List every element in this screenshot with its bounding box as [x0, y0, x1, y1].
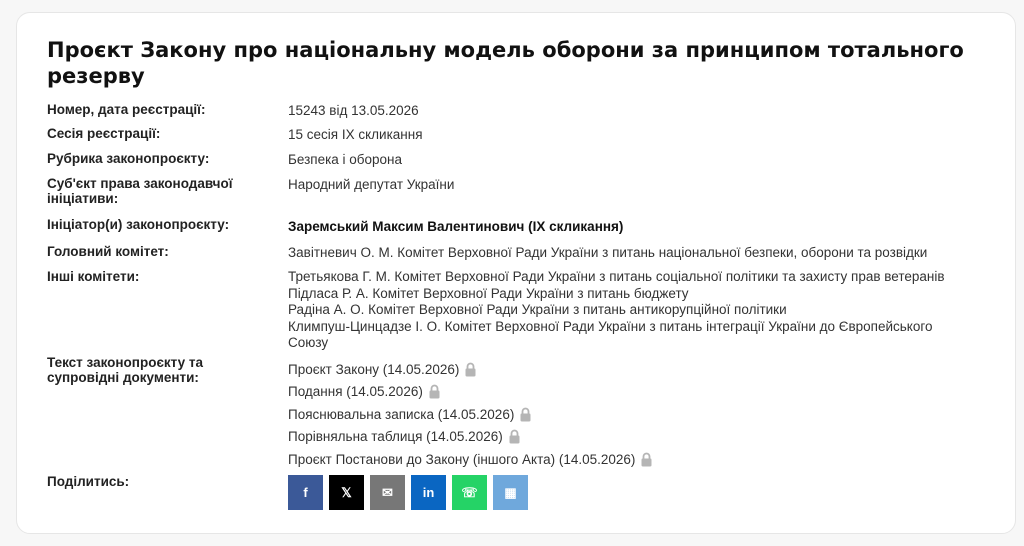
subject-value: Народний депутат України — [288, 177, 455, 192]
committee-line: Климпуш-Цинцадзе І. О. Комітет Верховної Ради України з питань інтеграції України до Європейського — [288, 318, 933, 334]
registration-value: 15243 від 13.05.2026 — [288, 103, 419, 118]
email-share-button[interactable] — [370, 475, 405, 510]
rubric-value: Безпека і оборона — [288, 152, 403, 167]
x-share-button[interactable] — [329, 475, 364, 510]
rubric-label: Рубрика законопроєкту: — [47, 151, 210, 166]
qr-code-icon: ▦ — [504, 485, 517, 500]
document-item[interactable] — [288, 448, 1003, 471]
x-icon: 𝕏 — [341, 485, 352, 500]
facebook-icon: f — [303, 485, 308, 500]
document-link[interactable]: Проєкт Постанови до Закону (іншого Акта) (14.05.2026) — [288, 451, 636, 467]
linkedin-share-button[interactable] — [411, 475, 446, 510]
initiator-label: Ініціатор(и) законопроєкту: — [47, 217, 230, 232]
document-item[interactable] — [288, 403, 1003, 426]
document-link[interactable]: Порівняльна таблиця (14.05.2026) — [288, 429, 503, 445]
document-item[interactable] — [288, 381, 1003, 404]
bill-card — [16, 12, 1016, 534]
document-link[interactable]: Подання (14.05.2026) — [288, 384, 423, 400]
document-item[interactable] — [288, 426, 1003, 449]
documents-label: Текст законопроєкту та супровідні документи: — [47, 355, 203, 385]
document-link[interactable]: Проєкт Закону (14.05.2026) — [288, 361, 460, 377]
lock-icon — [428, 384, 441, 399]
whatsapp-icon: ☏ — [461, 485, 478, 500]
share-label: Поділитись: — [47, 474, 130, 489]
initiator-value: Заремський Максим Валентинович (IX скликання) — [288, 219, 624, 234]
document-link[interactable]: Пояснювальна записка (14.05.2026) — [288, 406, 515, 422]
main-committee-label: Головний комітет: — [47, 244, 169, 259]
committee-line: Союзу — [288, 335, 329, 350]
linkedin-icon: in — [422, 485, 435, 500]
lock-icon — [508, 429, 521, 444]
lock-icon — [519, 407, 532, 422]
whatsapp-share-button[interactable] — [452, 475, 487, 510]
document-item[interactable] — [288, 358, 1003, 381]
committee-line: Радіна А. О. Комітет Верховної Ради України з питань антикорупційної політики — [288, 302, 787, 317]
main-committee-value: Завітневич О. М. Комітет Верховної Ради України з питань національної безпеки, оборони та розвідки — [288, 245, 928, 260]
registration-label: Номер, дата реєстрації: — [47, 102, 206, 117]
facebook-share-button[interactable] — [288, 475, 323, 510]
committee-line: Третьякова Г. М. Комітет Верховної Ради України з питань соціальної політики та захисту прав ветеранів — [288, 269, 945, 284]
committee-line: Підласа Р. А. Комітет Верховної Ради України з питань бюджету — [288, 285, 689, 301]
envelope-icon: ✉ — [382, 485, 393, 500]
lock-icon — [464, 362, 477, 377]
documents-list — [288, 358, 1003, 471]
page-title: Проєкт Закону про національну модель оборони за принципом тотального резерву — [47, 38, 964, 88]
other-committees-label: Інші комітети: — [47, 269, 140, 284]
share-buttons — [288, 475, 1003, 510]
other-committees-list — [288, 269, 1003, 352]
qr-code-share-button[interactable] — [493, 475, 528, 510]
session-value: 15 сесія IX скликання — [288, 127, 423, 142]
lock-icon — [640, 452, 653, 467]
session-label: Сесія реєстрації: — [47, 126, 161, 141]
subject-label: Суб'єкт права законодавчої ініціативи: — [47, 176, 233, 206]
